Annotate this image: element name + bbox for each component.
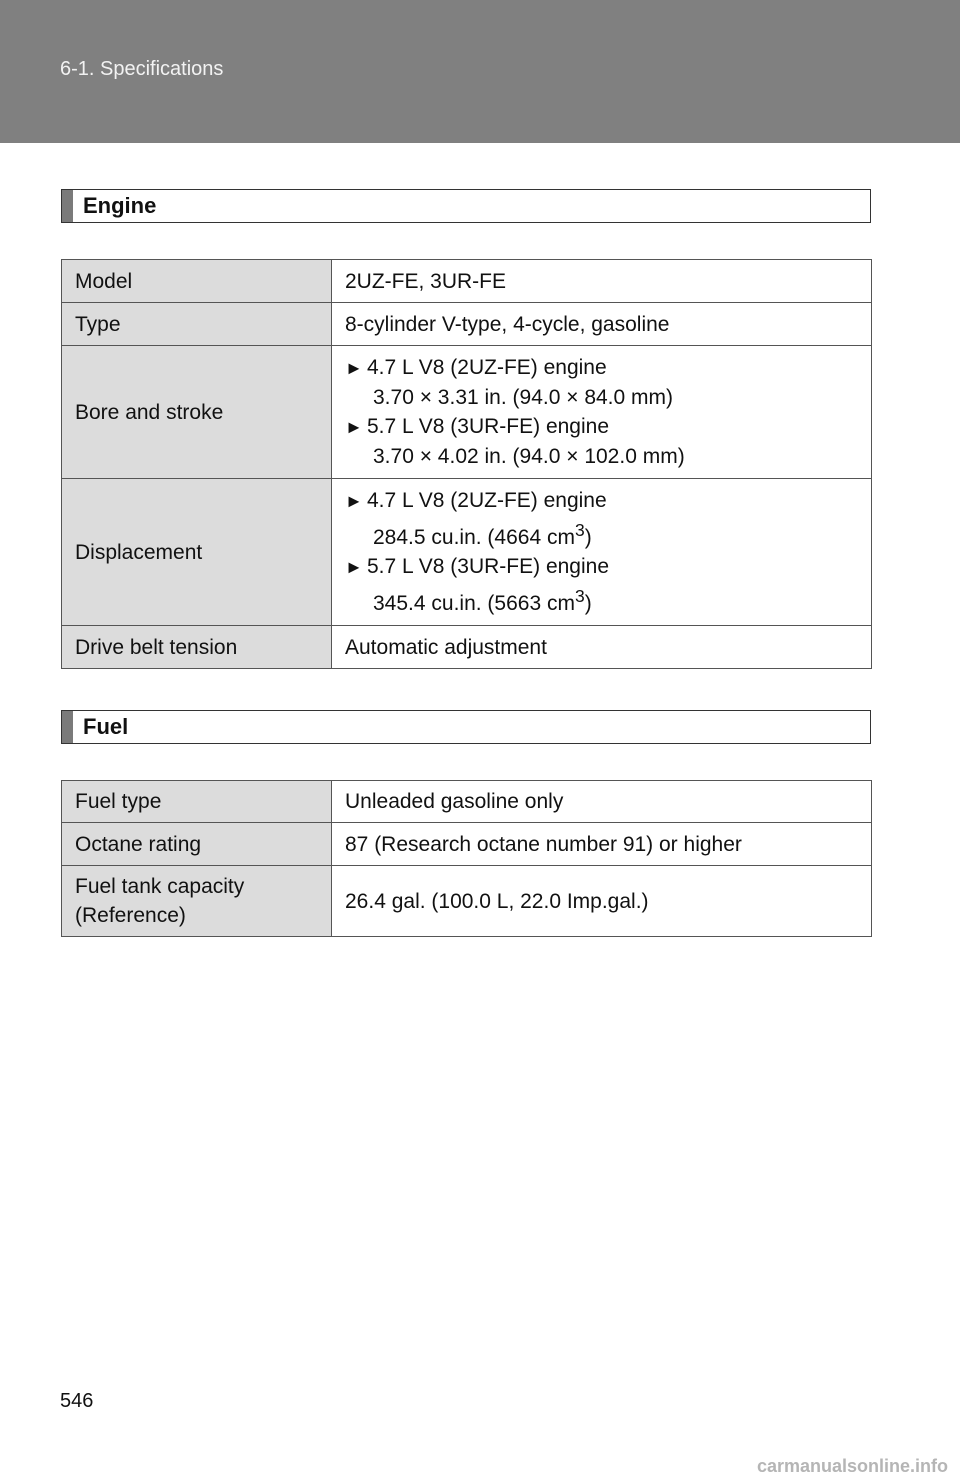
- detail-tail: ): [584, 592, 592, 615]
- watermark: carmanualsonline.info: [756, 1456, 948, 1476]
- row-value: 26.4 gal. (100.0 L, 22.0 Imp.gal.): [332, 866, 872, 937]
- item-head: 4.7 L V8 (2UZ-FE) engine: [367, 356, 607, 379]
- page-header: [0, 0, 960, 143]
- list-item: [345, 486, 858, 516]
- heading-bar: [62, 190, 73, 222]
- fuel-heading-text: Fuel: [83, 714, 129, 739]
- row-label: Fuel type: [62, 781, 332, 823]
- table-row: [62, 626, 872, 669]
- row-value: [332, 479, 872, 626]
- right-triangle-icon: ►: [345, 358, 363, 378]
- fuel-table: [61, 780, 872, 937]
- row-value: [332, 346, 872, 479]
- row-value: Automatic adjustment: [332, 626, 872, 669]
- row-label: Displacement: [62, 479, 332, 626]
- fuel-heading: [61, 710, 871, 744]
- label-line: (Reference): [75, 904, 186, 927]
- item-head: 4.7 L V8 (2UZ-FE) engine: [367, 489, 607, 512]
- detail-tail: ): [584, 526, 592, 549]
- engine-heading-text: Engine: [83, 193, 157, 218]
- item-detail: [345, 516, 858, 552]
- label-line: Fuel tank capacity: [75, 875, 245, 898]
- superscript: 3: [574, 586, 585, 606]
- list-item: [345, 353, 858, 383]
- row-label: Drive belt tension: [62, 626, 332, 669]
- section-title: 6-1. Specifications: [60, 58, 224, 80]
- row-label: Type: [62, 303, 332, 346]
- right-triangle-icon: ►: [345, 417, 363, 437]
- row-value: 8-cylinder V-type, 4-cycle, gasoline: [332, 303, 872, 346]
- list-item: [345, 412, 858, 442]
- engine-table: [61, 259, 872, 669]
- row-value: Unleaded gasoline only: [332, 781, 872, 823]
- table-row: [62, 781, 872, 823]
- engine-heading: [61, 189, 871, 223]
- table-row: [62, 823, 872, 866]
- row-value: 87 (Research octane number 91) or higher: [332, 823, 872, 866]
- list-item: [345, 552, 858, 582]
- row-label: Model: [62, 260, 332, 303]
- detail-text: 284.5 cu.in. (4664 cm: [373, 526, 575, 549]
- item-detail: [345, 582, 858, 618]
- table-row: [62, 346, 872, 479]
- item-head: 5.7 L V8 (3UR-FE) engine: [367, 555, 610, 578]
- right-triangle-icon: ►: [345, 491, 363, 511]
- page-number: 546: [60, 1390, 94, 1412]
- table-row: [62, 479, 872, 626]
- table-row: [62, 260, 872, 303]
- table-row: [62, 866, 872, 937]
- item-detail: 3.70 × 3.31 in. (94.0 × 84.0 mm): [373, 386, 674, 409]
- row-label: Octane rating: [62, 823, 332, 866]
- row-label: [62, 866, 332, 937]
- item-head: 5.7 L V8 (3UR-FE) engine: [367, 415, 610, 438]
- row-label: Bore and stroke: [62, 346, 332, 479]
- detail-text: 345.4 cu.in. (5663 cm: [373, 592, 575, 615]
- table-row: [62, 303, 872, 346]
- right-triangle-icon: ►: [345, 557, 363, 577]
- item-detail: 3.70 × 4.02 in. (94.0 × 102.0 mm): [373, 445, 685, 468]
- heading-bar: [62, 711, 73, 743]
- row-value: 2UZ-FE, 3UR-FE: [332, 260, 872, 303]
- superscript: 3: [574, 520, 585, 540]
